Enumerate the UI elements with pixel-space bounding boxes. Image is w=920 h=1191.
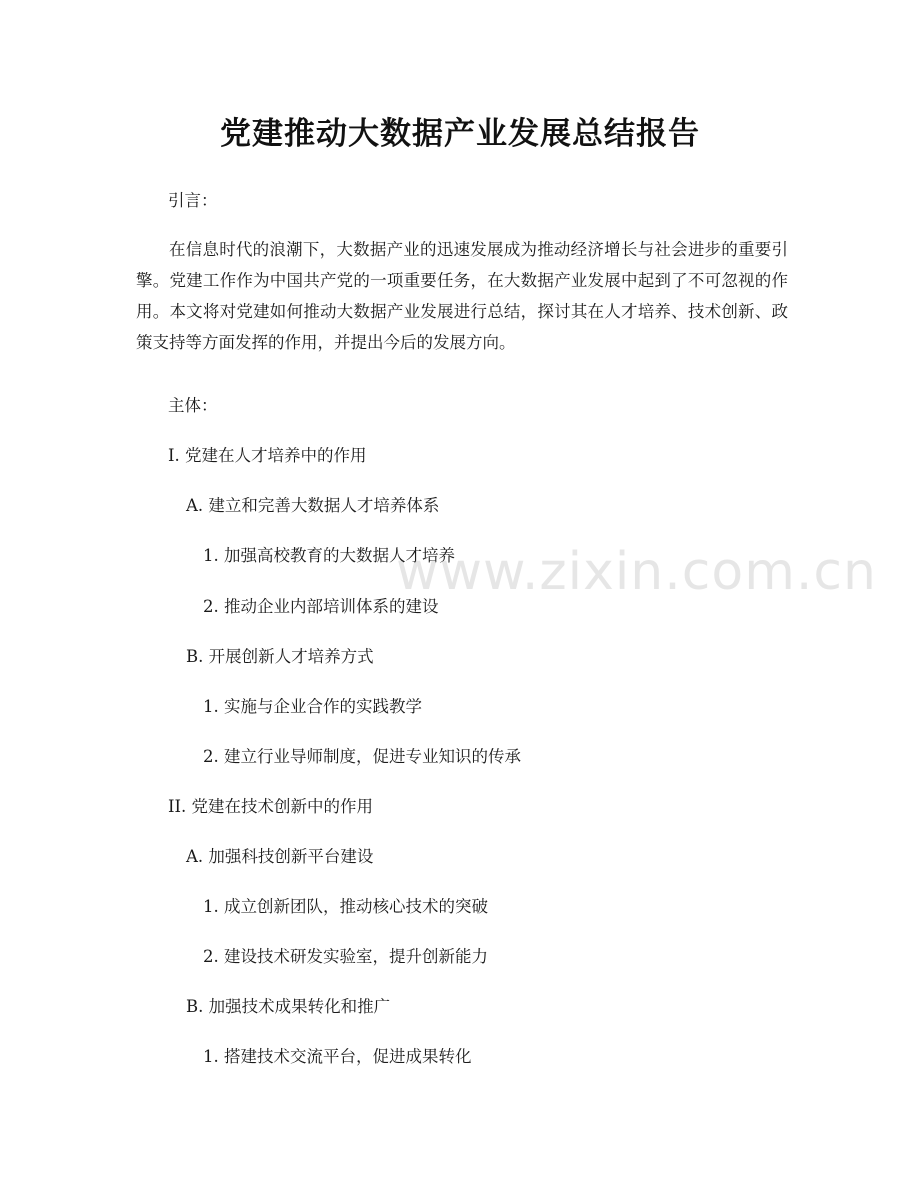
outline-item-1a2: 2. 推动企业内部培训体系的建设 xyxy=(203,597,439,616)
body-heading: 主体： xyxy=(168,396,218,415)
outline-item-1a1: 1. 加强高校教育的大数据人才培养 xyxy=(203,546,455,565)
watermark: www.zixin.com.cn xyxy=(396,542,877,602)
outline-item-2a2: 2. 建设技术研发实验室，提升创新能力 xyxy=(203,947,488,966)
outline-section-2b: B. 加强技术成果转化和推广 xyxy=(186,997,391,1016)
outline-item-2a1: 1. 成立创新团队，推动核心技术的突破 xyxy=(203,897,488,916)
outline-section-2a: A. 加强科技创新平台建设 xyxy=(186,847,374,866)
outline-item-2b1: 1. 搭建技术交流平台，促进成果转化 xyxy=(203,1047,472,1066)
outline-section-2: II. 党建在技术创新中的作用 xyxy=(168,797,374,816)
outline-item-1b1: 1. 实施与企业合作的实践教学 xyxy=(203,697,422,716)
intro-heading: 引言： xyxy=(168,191,218,210)
document-title: 党建推动大数据产业发展总结报告 xyxy=(220,116,700,152)
outline-item-1b2: 2. 建立行业导师制度，促进专业知识的传承 xyxy=(203,747,521,766)
outline-section-1: I. 党建在人才培养中的作用 xyxy=(168,446,367,465)
outline-section-1b: B. 开展创新人才培养方式 xyxy=(186,647,374,666)
intro-paragraph: 在信息时代的浪潮下，大数据产业的迅速发展成为推动经济增长与社会进步的重要引擎。党建工作作为中国共产党的一项重要任务，在大数据产业发展中起到了不可忽视的作用。本文将对党建如何推动大数据产业发展进行总结，探讨其在人才培养、技术创新、政策支持等方面发挥的作用，并提出今后的发展方向。 xyxy=(136,240,788,352)
outline-section-1a: A. 建立和完善大数据人才培养体系 xyxy=(186,496,440,515)
